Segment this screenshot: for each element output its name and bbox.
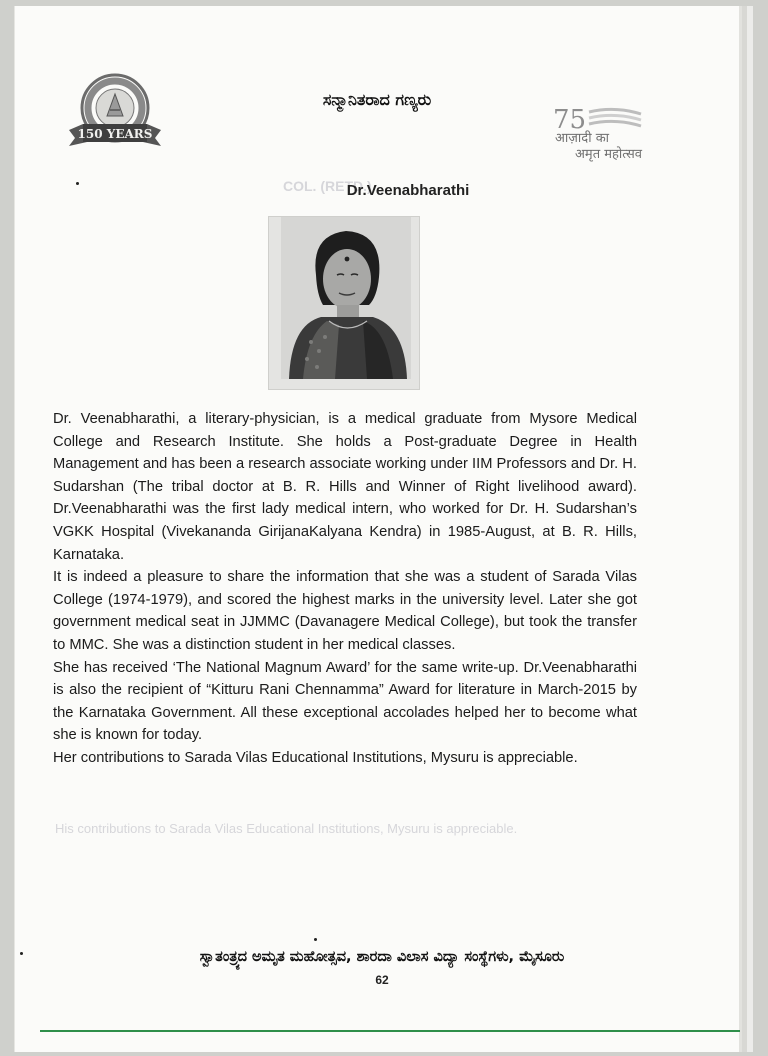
document-page xyxy=(14,6,739,1052)
portrait-figure xyxy=(281,217,411,379)
biography-paragraph-4: Her contributions to Sarada Vilas Educational Institutions, Mysuru is appreciable. xyxy=(53,749,578,766)
emblem-numeral: 75 xyxy=(553,105,587,135)
biography-paragraph-2: It is indeed a pleasure to share the information that she was a student of Sarada Vilas College (1974-1979), and scored the highest marks in the university level. Later she got government medical seat in JJMMC (Davanagere Medical College), but took the transfer to MMC. She was a distinction student in her medical classes. xyxy=(53,569,637,653)
page-edge-strip xyxy=(40,1030,740,1032)
portrait-photo xyxy=(268,216,420,390)
emblem-hindi-line1: आज़ादी का xyxy=(555,131,610,146)
honoree-name: Dr.Veenabharathi xyxy=(346,182,470,199)
crest-ribbon-text: 150 YEARS xyxy=(77,127,153,141)
bleed-through-heading: COL. (RETD.) xyxy=(283,178,372,194)
footer-kannada-line: ಸ್ವಾತಂತ್ರ್ಯದ ಅಮೃತ ಮಹೋತ್ಸವ, ಶಾರದಾ ವಿಲಾಸ ವಿದ್ಯಾ ಸಂಸ್ಥೆಗಳು, ಮೈಸೂರು xyxy=(199,949,565,965)
page-title-kannada: ಸನ್ಮಾನಿತರಾದ ಗಣ್ಯರು xyxy=(322,90,432,109)
biography-paragraph-3: She has received ‘The National Magnum Award’ for the same write-up. Dr.Veenabharathi is also the recipient of “Kitturu Rani Chennamma” Award for literature in March-2015 by the Karnataka Government. All these exceptional accolades helped her to become what she is known for today. xyxy=(53,659,637,744)
college-crest-icon xyxy=(63,72,167,162)
scan-speck xyxy=(314,938,317,941)
azadi-ka-amrit-mahotsav-icon xyxy=(545,102,675,166)
biography-paragraph-1: Dr. Veenabharathi, a literary-physician, is a medical graduate from Mysore Medical College and Research Institute. She holds a Post-graduate Degree in Health Management and has been a research associate working under IIM Professors and Dr. H. Sudarshan (The tribal doctor at B. R. Hills and Winner of Right livelihood award). Dr.Veenabharathi was the first lady medical intern, who worked for Dr. H. Sudarshan’s VGKK Hospital (Vivekananda GirijanaKalyana Kendra) in 1985-August, at B. R. Hills, Karnataka. xyxy=(53,411,637,563)
scan-speck xyxy=(76,182,79,185)
emblem-hindi-line2: अमृत महोत्सव xyxy=(575,147,643,162)
page-number: 62 xyxy=(375,973,389,987)
bleed-through-closing: His contributions to Sarada Vilas Educational Institutions, Mysuru is appreciable. xyxy=(55,821,518,836)
biography-text xyxy=(53,408,637,770)
